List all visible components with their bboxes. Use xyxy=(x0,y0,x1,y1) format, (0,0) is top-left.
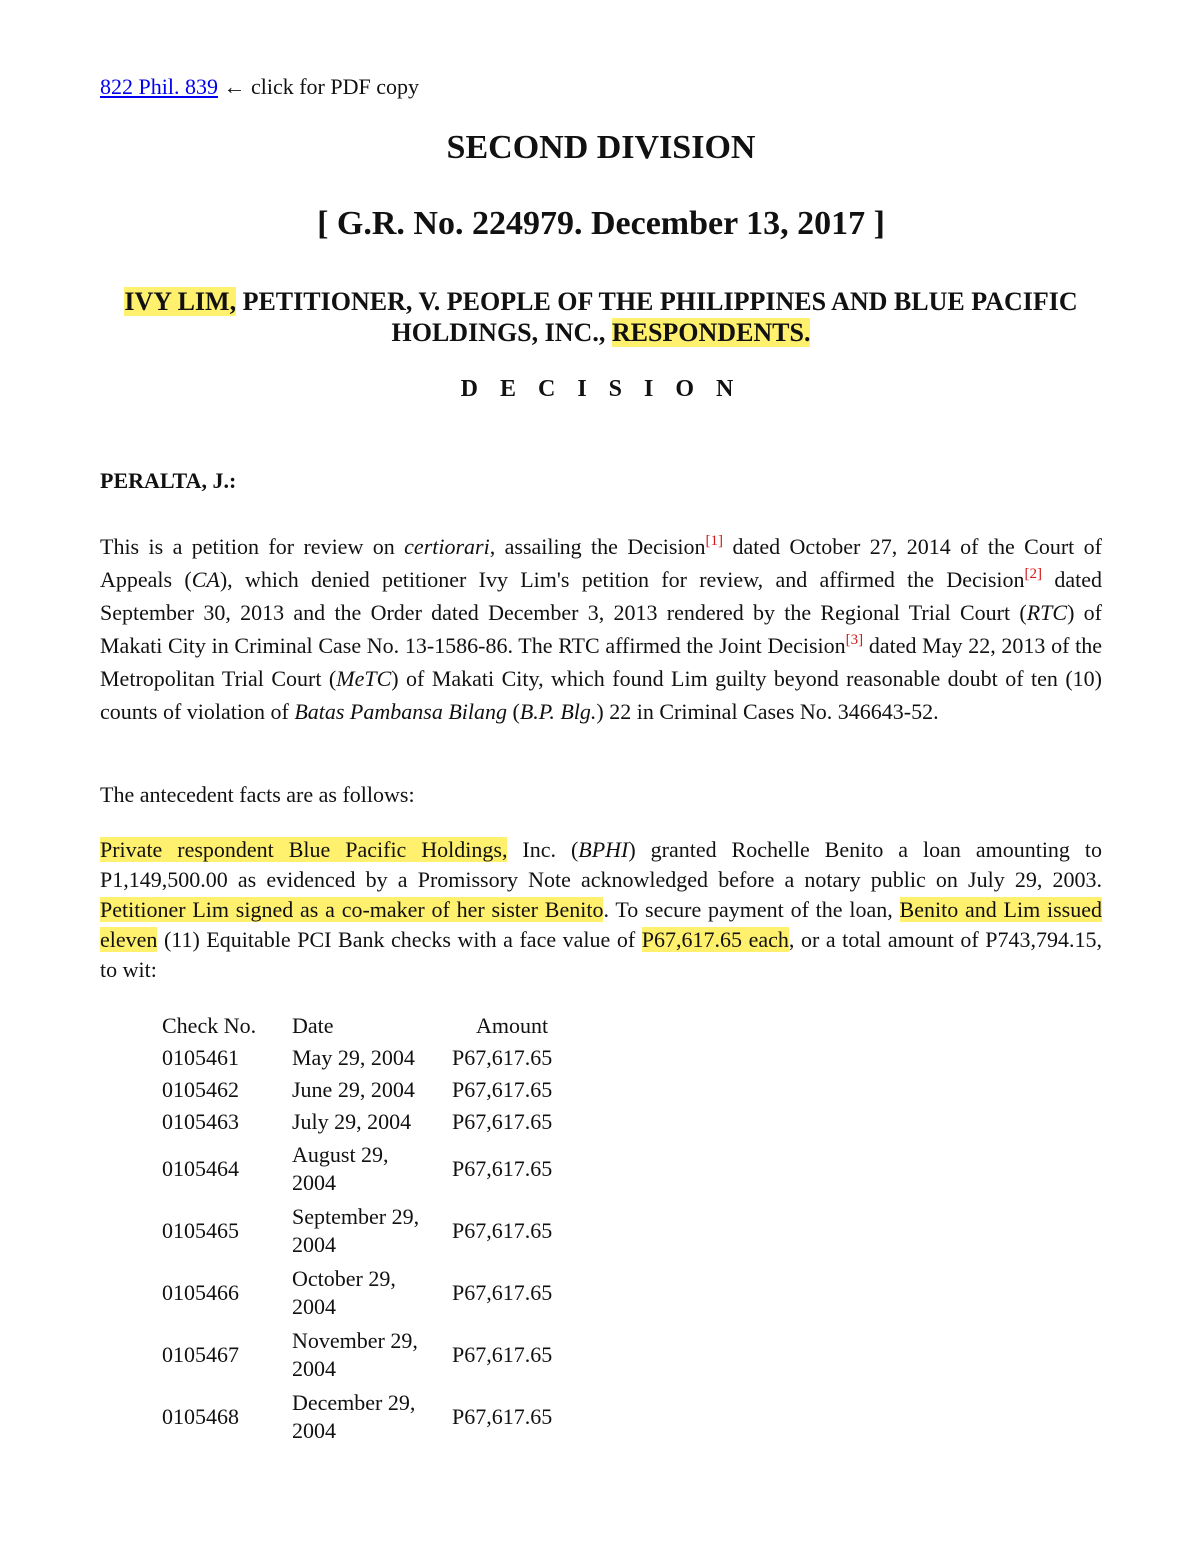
check-number: 0105467 xyxy=(162,1342,239,1367)
check-amount: P67,617.65 xyxy=(452,1045,553,1070)
respondents-label: RESPONDENTS. xyxy=(611,318,811,347)
check-amount: P67,617.65 xyxy=(452,1342,553,1367)
table-row xyxy=(158,1074,576,1106)
paragraph-intro: This is a petition for review on certiorari, assailing the Decision[1] dated October 27, 2014 of the Court of Appeals (CA), which denied petitioner Ivy Lim's petition for review, and affirmed the Decision[2] dated September 30, 2013 and the Order dated December 3, 2013 rendered by the Regional Trial Court (RTC) of Makati City in Criminal Case No. 13-1586-86. The RTC affirmed the Joint Decision[3] dated May 22, 2013 of the Metropolitan Trial Court (MeTC) of Makati City, which found Lim guilty beyond reasonable doubt of ten (10) counts of violation of Batas Pambansa Bilang (B.P. Blg.) 22 in Criminal Cases No. 346643-52. xyxy=(100,533,1103,724)
header-amount: Amount xyxy=(475,1013,549,1038)
check-amount: P67,617.65 xyxy=(452,1109,553,1134)
highlight-face-value: P67,617.65 each xyxy=(641,927,789,952)
check-date: September 29, 2004 xyxy=(292,1204,420,1257)
pdf-copy-link[interactable]: 822 Phil. 839 xyxy=(100,74,218,99)
decision-heading: D E C I S I O N xyxy=(460,376,742,402)
citation-line xyxy=(100,72,419,102)
checks-table xyxy=(158,1010,576,1448)
table-row xyxy=(158,1200,576,1262)
check-amount: P67,617.65 xyxy=(452,1218,553,1243)
check-amount: P67,617.65 xyxy=(452,1077,553,1102)
table-row xyxy=(158,1262,576,1324)
check-amount: P67,617.65 xyxy=(452,1404,553,1429)
parties-text: PETITIONER, V. PEOPLE OF THE PHILIPPINES AND BLUE PACIFIC HOLDINGS, INC., xyxy=(236,287,1078,347)
table-row xyxy=(158,1042,576,1074)
division-title: SECOND DIVISION xyxy=(446,129,756,166)
table-header-row xyxy=(158,1010,576,1042)
case-number: [ G.R. No. 224979. December 13, 2017 ] xyxy=(317,205,885,242)
petitioner-name: IVY LIM, xyxy=(124,287,237,316)
table-row xyxy=(158,1324,576,1386)
header-check-no: Check No. xyxy=(162,1013,257,1038)
check-number: 0105462 xyxy=(162,1077,239,1102)
case-parties xyxy=(100,286,1102,348)
footnote-1-link[interactable]: [1] xyxy=(705,533,724,549)
check-date: July 29, 2004 xyxy=(292,1109,412,1134)
table-row xyxy=(158,1386,576,1448)
citation-hint: ← click for PDF copy xyxy=(217,74,419,99)
header-date: Date xyxy=(292,1013,334,1038)
check-number: 0105463 xyxy=(162,1109,239,1134)
check-date: May 29, 2004 xyxy=(292,1045,415,1070)
check-number: 0105466 xyxy=(162,1280,239,1305)
highlight-respondent: Private respondent Blue Pacific Holdings, xyxy=(100,837,508,862)
footnote-2-link[interactable]: [2] xyxy=(1024,566,1043,582)
table-row xyxy=(158,1106,576,1138)
check-date: December 29, 2004 xyxy=(292,1390,416,1443)
footnote-3-link[interactable]: [3] xyxy=(845,632,864,648)
check-number: 0105464 xyxy=(162,1156,239,1181)
check-amount: P67,617.65 xyxy=(452,1156,553,1181)
check-number: 0105465 xyxy=(162,1218,239,1243)
ponente: PERALTA, J.: xyxy=(100,468,237,493)
highlight-checks-issued: Benito and Lim issued eleven xyxy=(100,897,1103,952)
check-date: October 29, 2004 xyxy=(292,1266,396,1319)
table-row xyxy=(158,1138,576,1200)
check-date: June 29, 2004 xyxy=(292,1077,415,1102)
highlight-comaker: Petitioner Lim signed as a co-maker of her sister Benito xyxy=(100,897,604,922)
check-date: August 29, 2004 xyxy=(292,1142,389,1195)
check-amount: P67,617.65 xyxy=(452,1280,553,1305)
paragraph-antecedent: The antecedent facts are as follows: xyxy=(100,782,415,807)
check-number: 0105468 xyxy=(162,1404,239,1429)
check-number: 0105461 xyxy=(162,1045,239,1070)
paragraph-facts: Private respondent Blue Pacific Holdings, Inc. (BPHI) granted Rochelle Benito a loan amounting to P1,149,500.00 as evidenced by a Promissory Note acknowledged before a notary public on July 29, 2003. Petitioner Lim signed as a co-maker of her sister Benito. To secure payment of the loan, Benito and Lim issued eleven (11) Equitable PCI Bank checks with a face value of P67,617.65 each, or a total amount of P743,794.15, to wit: xyxy=(100,837,1103,982)
check-date: November 29, 2004 xyxy=(292,1328,418,1381)
